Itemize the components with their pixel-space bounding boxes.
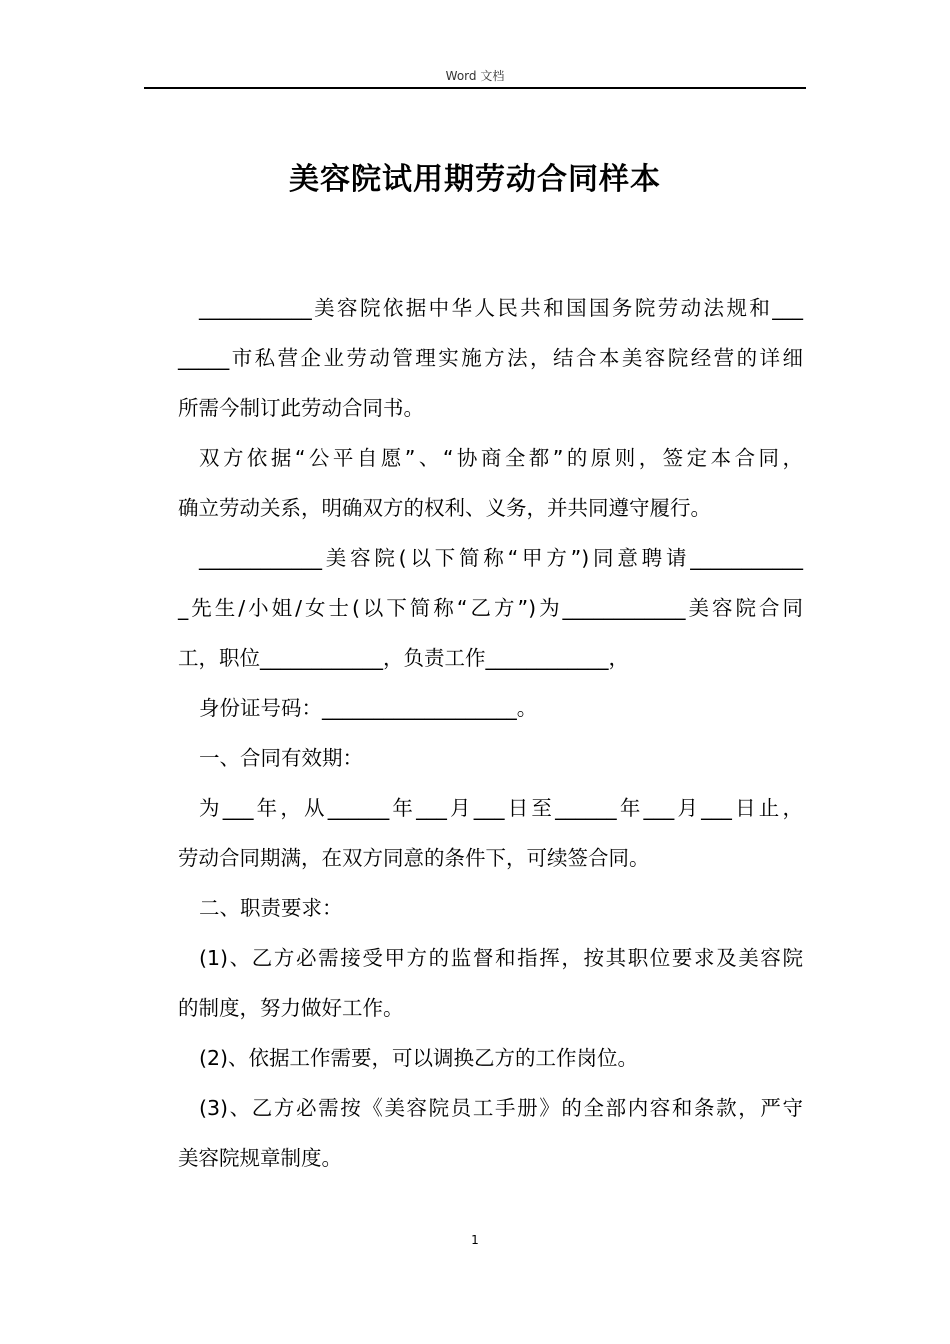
document-title: 美容院试用期劳动合同样本 [289,162,661,197]
paragraph-line: 的制度，努力做好工作。 [178,996,404,1020]
paragraph-line: 确立劳动关系，明确双方的权利、义务，并共同遵守履行。 [178,496,711,520]
section-heading: 二、职责要求： [199,896,343,920]
paragraph-line: (3)、乙方必需按《美容院员工手册》的全部内容和条款，严守 [199,1096,803,1120]
paragraph-line: 双方依据“公平自愿”、“协商全都”的原则，签定本合同， [199,446,803,470]
paragraph-line: ___________美容院依据中华人民共和国国务院劳动法规和___ [199,296,803,320]
paragraph-line: 劳动合同期满，在双方同意的条件下，可续签合同。 [178,846,650,870]
paragraph-line: 工，职位____________，负责工作____________， [178,646,629,670]
paragraph-line: 为___年，从______年___月___日至______年___月___日止， [199,796,803,820]
section-heading: 一、合同有效期： [199,746,363,770]
paragraph-line: (1)、乙方必需接受甲方的监督和指挥，按其职位要求及美容院 [199,946,803,970]
page-number: 1 [471,1233,479,1247]
paragraph-line: ____________美容院(以下简称“甲方”)同意聘请___________ [199,546,803,570]
paragraph-line: (2)、依据工作需要，可以调换乙方的工作岗位。 [199,1046,639,1070]
page-header-label: Word 文档 [445,69,505,83]
paragraph-line: 所需今制订此劳动合同书。 [178,396,424,420]
paragraph-line: 身份证号码：___________________。 [199,696,538,720]
paragraph-line: _____市私营企业劳动管理实施方法，结合本美容院经营的详细 [178,346,803,370]
header-divider [144,87,806,89]
paragraph-line: _先生/小姐/女士(以下简称“乙方”)为____________美容院合同 [178,596,803,620]
document-body [178,287,803,1187]
paragraph-line: 美容院规章制度。 [178,1146,342,1170]
